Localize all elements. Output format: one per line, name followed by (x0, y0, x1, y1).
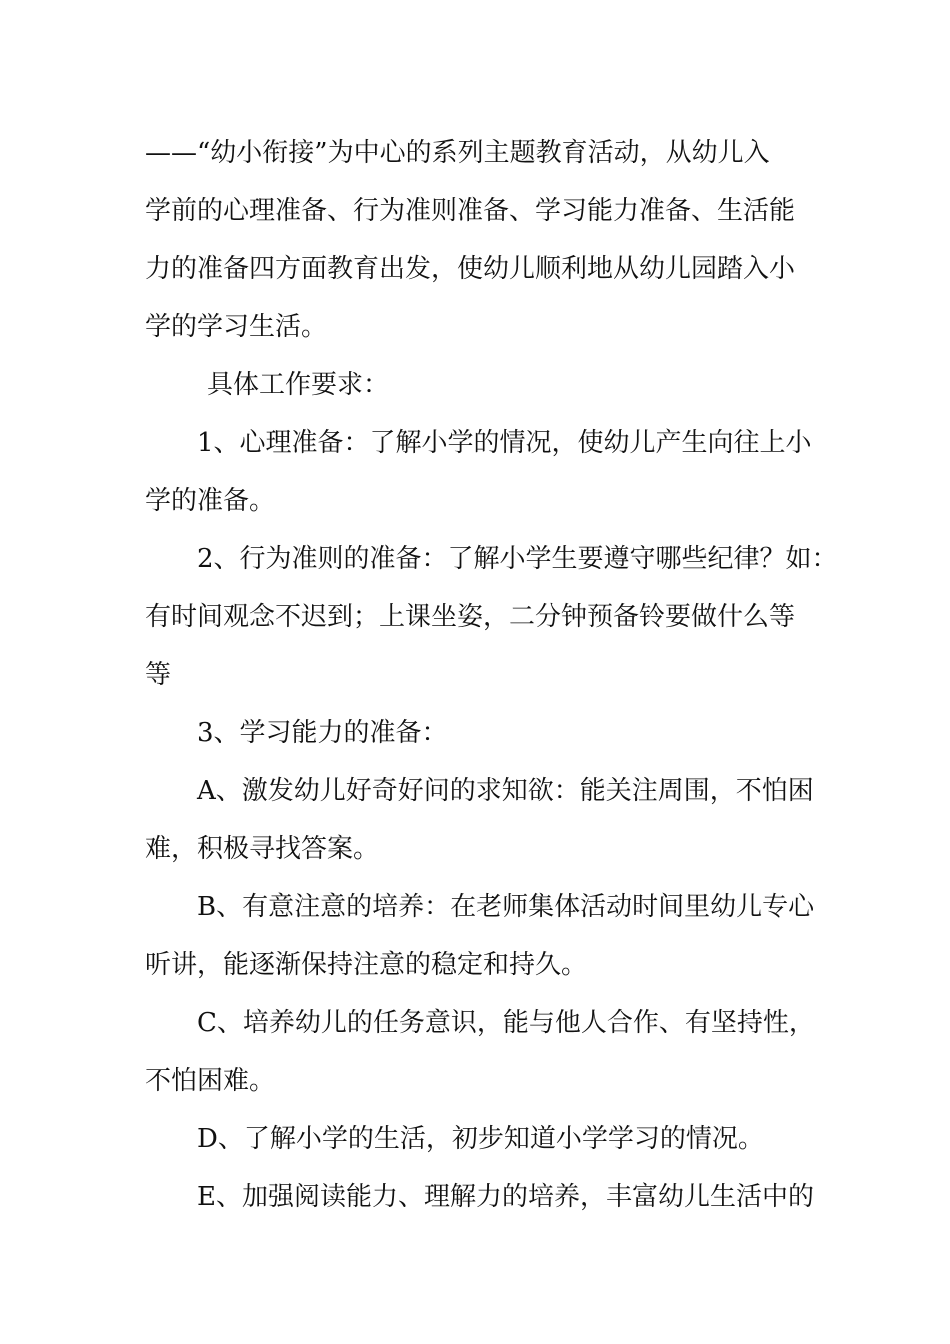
paragraph-line: E、加强阅读能力、理解力的培养，丰富幼儿生活中的 (197, 1182, 814, 1212)
paragraph-line: D、了解小学的生活，初步知道小学学习的情况。 (197, 1124, 764, 1154)
paragraph-line: 2、行为准则的准备：了解小学生要遵守哪些纪律？如： (197, 544, 838, 574)
paragraph-line: 难，积极寻找答案。 (145, 834, 380, 864)
paragraph-line: 不怕困难。 (145, 1066, 276, 1096)
paragraph-line: C、培养幼儿的任务意识，能与他人合作、有坚持性， (197, 1008, 815, 1038)
paragraph-line: 1、心理准备：了解小学的情况，使幼儿产生向往上小 (197, 428, 812, 458)
paragraph-line: 有时间观念不迟到；上课坐姿，二分钟预备铃要做什么等 (145, 602, 796, 632)
paragraph-line: 学前的心理准备、行为准则准备、学习能力准备、生活能 (145, 196, 796, 226)
paragraph-line: 学的准备。 (145, 486, 276, 516)
document-body (145, 124, 838, 1226)
paragraph-line: A、激发幼儿好奇好问的求知欲：能关注周围，不怕困 (197, 776, 814, 806)
paragraph-line: B、有意注意的培养：在老师集体活动时间里幼儿专心 (197, 892, 815, 922)
paragraph-line: 听讲，能逐渐保持注意的稳定和持久。 (145, 950, 588, 980)
paragraph-line: 力的准备四方面教育出发，使幼儿顺利地从幼儿园踏入小 (145, 254, 796, 284)
paragraph-line: ——“幼小衔接”为中心的系列主题教育活动，从幼儿入 (145, 138, 770, 168)
paragraph-line: 等 (145, 660, 172, 690)
paragraph-line: 3、学习能力的准备： (197, 718, 448, 748)
paragraph-line: 学的学习生活。 (145, 312, 328, 342)
section-heading: 具体工作要求： (207, 370, 390, 400)
